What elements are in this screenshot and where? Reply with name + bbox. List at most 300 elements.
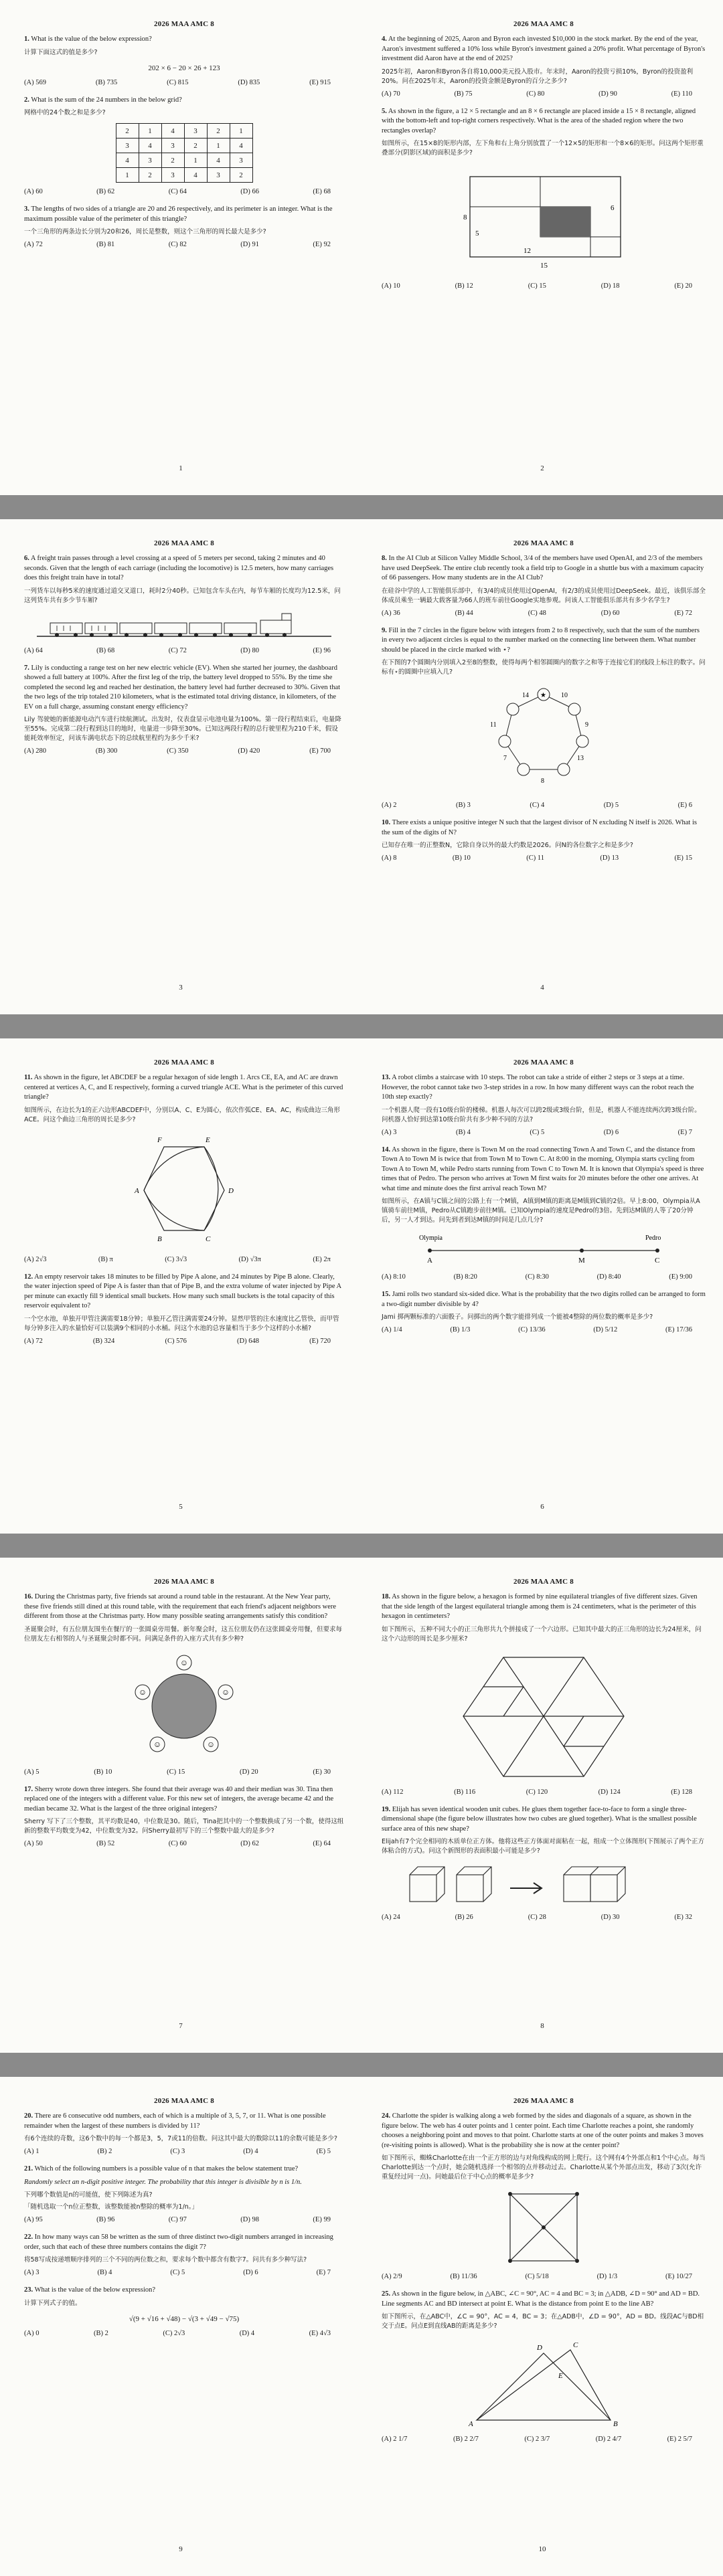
- smiley-icon: ☺: [153, 1739, 162, 1749]
- town-c-label: C: [655, 1257, 660, 1265]
- hexagon-figure: [117, 1130, 251, 1251]
- option-a[interactable]: (A) 2√3: [24, 1255, 47, 1263]
- town-m-label: M: [578, 1257, 585, 1265]
- page-9: [0, 2077, 362, 2576]
- option-e[interactable]: (E) 9:00: [669, 1273, 692, 1281]
- option-b[interactable]: (B) 26: [455, 1914, 473, 1921]
- option-e[interactable]: (E) 6: [677, 802, 692, 809]
- page-number: 5: [179, 1503, 183, 1511]
- grid-cell: 2: [116, 124, 139, 139]
- option-d[interactable]: (D) 30: [600, 1914, 620, 1921]
- q9-chinese: 在下图的7个圆圈内分别填入2至8的整数，使得每两个相邻圆圈内的数字之和等于连接它们的线段上标注的数字。问标有⋆的圆圈中应填入几?: [382, 659, 706, 676]
- question-22: 22. In how many ways can 58 be written as the sum of three distinct two-digit numbers arranged in increasing order, such that each of these three numbers contains the digit 7?: [24, 2233, 333, 2251]
- q12-chinese: 一个空水池，单独开甲管注满需要18分钟；单独开乙管注满需要24分钟。显然甲管的注水速度比乙管快，而甲管每分钟多注入的水量恰好可以装满9个相同的小水桶。问这个水池的总容量相当于多少个这样的小水桶?: [24, 1315, 339, 1332]
- option-c[interactable]: (C) 2 3/7: [524, 2435, 550, 2443]
- q22-options: [24, 2269, 344, 2276]
- q9-options: [382, 802, 706, 809]
- q19-options: [382, 1914, 706, 1921]
- grid-cell: 1: [139, 124, 161, 139]
- option-a[interactable]: (A) 95: [24, 2216, 43, 2223]
- option-d[interactable]: (D) 91: [240, 241, 259, 248]
- option-d[interactable]: (D) 124: [598, 1788, 621, 1796]
- question-13: 13. A robot climbs a staircase with 10 steps. The robot can take a stride of either 2 steps or 3 steps at a time. However, the robot cannot take two 3-step strides in a row. In how many different ways can the robot reach the 10th step exactly?: [382, 1074, 694, 1101]
- option-a[interactable]: (A) 8:10: [382, 1273, 406, 1281]
- question-24: 24. Charlotte the spider is walking along a web formed by the sides and diagonals of a square, as shown in the figure below. The web has 4 outer points and 1 center point. Each time Charlotte reaches a point, she randomly chooses a neighboring point and moves to that point. Charlotte starts at one of the outer points and makes 3 moves (re-visiting points is allowed). What is the probability she is now at the center point?: [382, 2112, 704, 2149]
- page-header: 2026 MAA AMC 8: [513, 539, 574, 547]
- page-header: 2026 MAA AMC 8: [154, 539, 214, 547]
- town-a-label: A: [427, 1257, 432, 1265]
- vertex-label: E: [206, 1135, 210, 1144]
- option-c[interactable]: (C) 13/36: [518, 1326, 546, 1333]
- point-a-label: A: [469, 2420, 473, 2428]
- circles-figure: [470, 682, 617, 796]
- option-e[interactable]: (E) 68: [313, 188, 331, 195]
- cubes-figure: [403, 1861, 684, 1908]
- option-b[interactable]: (B) 300: [95, 747, 118, 755]
- question-19: 19. Elijah has seven identical wooden unit cubes. He glues them together face-to-face to form a single three-dimensional shape (the figure below illustrates how two cubes are glued together). What is the smallest possible surface area of this new shape?: [382, 1805, 697, 1833]
- option-d[interactable]: (D) 18: [600, 282, 620, 290]
- q3-options: [24, 241, 344, 248]
- option-a[interactable]: (A) 64: [24, 646, 43, 654]
- q18-options: [382, 1788, 706, 1796]
- option-e[interactable]: (E) 92: [313, 241, 331, 248]
- option-c[interactable]: (C) 80: [526, 90, 545, 98]
- option-a[interactable]: (A) 10: [382, 282, 400, 290]
- option-a[interactable]: (A) 50: [24, 1840, 43, 1847]
- spider-web-figure: [497, 2187, 590, 2268]
- option-b[interactable]: (B) 2: [97, 2148, 112, 2155]
- option-e[interactable]: (E) 2 5/7: [667, 2435, 692, 2443]
- option-e[interactable]: (E) 7: [677, 1128, 692, 1136]
- option-b[interactable]: (B) 1/3: [450, 1326, 471, 1333]
- q21-chinese: 下列哪个数值是n的可能值，使下列陈述为真?: [24, 2191, 153, 2199]
- question-20: 20. There are 6 consecutive odd numbers, each of which is a multiple of 3, 5, 7, or 11. What is one possible remainder when the largest of these numbers is divided by 11?: [24, 2112, 326, 2130]
- option-b[interactable]: (B) 11/36: [450, 2273, 477, 2280]
- option-c[interactable]: (C) 15: [167, 1768, 185, 1776]
- question-21: 21. Which of the following numbers is a possible value of n that makes the below statement true?: [24, 2165, 299, 2173]
- option-a[interactable]: (A) 60: [24, 188, 43, 195]
- grid-cell: 3: [207, 168, 230, 183]
- page-header: 2026 MAA AMC 8: [154, 20, 214, 28]
- rectangles-figure: [443, 163, 644, 277]
- option-e[interactable]: (E) 128: [671, 1788, 692, 1796]
- grid-cell: 4: [116, 153, 139, 168]
- q20-chinese: 有6个连续的奇数，这6个数中的每一个都是3，5，7或11的倍数。问这其中最大的数除以11的余数可能是多少?: [24, 2135, 337, 2142]
- option-c[interactable]: (C) 5/18: [525, 2273, 549, 2280]
- page-number: 8: [540, 2022, 544, 2030]
- option-c[interactable]: (C) 4: [530, 802, 545, 809]
- road-figure: [410, 1230, 677, 1268]
- q1-options: [24, 79, 344, 86]
- option-b[interactable]: (B) 116: [454, 1788, 476, 1796]
- q13-options: [382, 1129, 706, 1136]
- q5-options: [382, 282, 706, 290]
- option-a[interactable]: (A) 72: [24, 1337, 43, 1345]
- page-number: 3: [179, 984, 183, 992]
- option-a[interactable]: (A) 280: [24, 747, 46, 755]
- page-header: 2026 MAA AMC 8: [513, 2097, 574, 2105]
- page-2: [362, 0, 723, 495]
- option-b[interactable]: (B) 8:20: [453, 1273, 477, 1281]
- grid-cell: 4: [207, 153, 230, 168]
- option-b[interactable]: (B) 96: [96, 2216, 115, 2223]
- q14-chinese: 如图所示，在A镇与C镇之间的公路上有一个M镇，A镇到M镇的距离是M镇到C镇的2倍。早上8:00，Olympia从A镇骑车前往M镇，Pedro从C镇跑步前往M镇。已知Olympia的速度是Pedro的3倍。先到达M镇的人等了20分钟后，另一人才到达。问先到者到达M镇的时间是几点几分?: [382, 1198, 700, 1224]
- round-table-figure: [110, 1649, 258, 1763]
- triangle-figure: [457, 2336, 631, 2430]
- option-c[interactable]: (C) 11: [526, 854, 545, 862]
- page-number: 10: [538, 2545, 546, 2553]
- q10-chinese: 已知存在唯一的正整数N，它除自身以外的最大约数是2026。问N的各位数字之和是多少?: [382, 842, 633, 849]
- q24-options: [382, 2273, 706, 2280]
- point-b-label: B: [613, 2420, 618, 2428]
- option-b[interactable]: (B) 62: [96, 188, 115, 195]
- grid-cell: 2: [139, 168, 161, 183]
- grid-cell: 4: [230, 139, 252, 153]
- q6-options: [24, 647, 344, 654]
- option-d[interactable]: (D) 1/3: [596, 2273, 618, 2280]
- option-c[interactable]: (C) 576: [165, 1337, 187, 1345]
- page-7: [0, 1558, 362, 2053]
- vertex-label: A: [135, 1186, 139, 1195]
- page-number: 4: [540, 984, 544, 992]
- pedro-label: Pedro: [645, 1234, 661, 1242]
- option-e[interactable]: (E) 915: [309, 78, 331, 86]
- page-9-10: [0, 2077, 723, 2576]
- option-a[interactable]: (A) 1/4: [382, 1326, 402, 1333]
- option-a[interactable]: (A) 5: [24, 1768, 39, 1776]
- option-d[interactable]: (D) 5/12: [593, 1326, 618, 1333]
- point-c-label: C: [573, 2341, 578, 2349]
- page-header: 2026 MAA AMC 8: [154, 2097, 214, 2105]
- q20-options: [24, 2148, 344, 2155]
- q21-statement: Randomly select an n-digit positive integer. The probability that this integer is divisible by n is 1/n.: [24, 2178, 302, 2186]
- label-12: 12: [524, 247, 531, 255]
- question-12: 12. An empty reservoir takes 18 minutes to be filled by Pipe A alone, and 24 minutes by Pipe B alone. Clearly, the water injection speed of Pipe A is faster than that of Pipe B, and the extra volume of water injected by Pipe A per minute can exactly fill 9 identical small buckets. How many such small buckets is the total capacity of this reservoir equivalent to?: [24, 1273, 341, 1309]
- q2-options: [24, 188, 344, 195]
- page-number: 6: [540, 1503, 544, 1511]
- page-header: 2026 MAA AMC 8: [154, 1059, 214, 1067]
- option-b[interactable]: (B) 735: [95, 78, 118, 86]
- q16-options: [24, 1768, 344, 1776]
- option-a[interactable]: (A) 72: [24, 241, 43, 248]
- smiley-icon: ☺: [206, 1739, 216, 1749]
- q7-options: [24, 747, 344, 755]
- page-number: 9: [179, 2545, 183, 2553]
- q16-chinese: 圣诞聚会时，有五位朋友围坐在餐厅的一张圆桌旁用餐。新年聚会时，这五位朋友仍在这张圆桌旁用餐，但要求每位朋友左右相邻的人与圣诞聚会时都不同。问满足条件的入座方式共有多少种?: [24, 1625, 343, 1643]
- q6-chinese: 一列货车以每秒5米的速度通过道交叉道口，耗时2分40秒。已知包含车头在内，每节车厢的长度均为12.5米，问这列货车共有多少节车厢?: [24, 587, 341, 604]
- question-2: 2. What is the sum of the 24 numbers in the below grid?: [24, 96, 182, 104]
- grid-cell: 1: [230, 124, 252, 139]
- question-18: 18. As shown in the figure below, a hexagon is formed by nine equilateral triangles of five different sizes. Given that the side length of the largest equilateral triangle among them is 24 centimeters, what is the perimeter of this hexagon in centimeters?: [382, 1593, 698, 1620]
- q11-chinese: 如图所示，在边长为1的正六边形ABCDEF中，分别以A、C、E为圆心，依次作弧CE、EA、AC，构成曲边三角形ACE。问这个曲边三角形的周长是多少?: [24, 1106, 341, 1123]
- question-16: 16. During the Christmas party, five friends sat around a round table in the restaurant. At the New Year party, these five friends still dined at this round table, with the requirement that each friend's adjacent neighbors were different from those at the Christmas party. How many possible seating arrangements satisfy this condition?: [24, 1593, 337, 1620]
- point-d-label: D: [537, 2344, 542, 2352]
- option-a[interactable]: (A) 2 1/7: [382, 2435, 408, 2443]
- option-d[interactable]: (D) 90: [598, 90, 617, 98]
- q14-options: [382, 1273, 706, 1281]
- option-e[interactable]: (E) 10/27: [665, 2273, 692, 2280]
- olympia-label: Olympia: [419, 1234, 443, 1242]
- option-d[interactable]: (D) 6: [603, 1128, 619, 1136]
- option-c[interactable]: (C) 97: [168, 2216, 187, 2223]
- page-header: 2026 MAA AMC 8: [513, 1578, 574, 1586]
- option-b[interactable]: (B) 4: [97, 2269, 112, 2276]
- question-5: 5. As shown in the figure, a 12 × 5 rectangle and an 8 × 6 rectangle are placed inside a 15 × 8 rectangle, aligned with the bottom-left and top-right corners respectively. What is the area of the shaded region where the two rectangles overlap?: [382, 107, 696, 134]
- option-d[interactable]: (D) 835: [238, 78, 260, 86]
- grid-cell: 2: [207, 124, 230, 139]
- q1-expression: 202 × 6 − 20 × 26 + 123: [148, 64, 220, 72]
- option-b[interactable]: (B) 12: [455, 282, 473, 290]
- option-c[interactable]: (C) 2√3: [163, 2329, 185, 2337]
- option-a[interactable]: (A) 1: [24, 2148, 39, 2155]
- option-e[interactable]: (E) 72: [674, 609, 692, 617]
- page-4: [362, 519, 723, 1014]
- edge-label: 14: [522, 692, 529, 699]
- question-17: 17. Sherry wrote down three integers. She found that their average was 40 and their median was 30. Tina then replaced one of the integers with a different value. For this new set of integers, the average became 42 and the median became 32. What is the largest of the three original integers?: [24, 1785, 334, 1813]
- q7-chinese: Lily 驾驶她的新能源电动汽车进行续航测试。出发时，仪表盘显示电池电量为100%。第一段行程结束后，电量降至55%。完成第二段行程到达目的地时，电量进一步降至30%。已知这两段行程的总行驶里程为210千米，假设能耗效率恒定，问该车满电状态下的总续航里程约为多少千米?: [24, 716, 341, 742]
- edge-label: 10: [561, 692, 568, 699]
- option-b[interactable]: (B) 81: [96, 241, 115, 248]
- page-3: [0, 519, 362, 1014]
- grid-cell: 3: [161, 168, 184, 183]
- option-c[interactable]: (C) 5: [530, 1128, 545, 1136]
- option-d[interactable]: (D) 80: [240, 646, 259, 654]
- option-d[interactable]: (D) 648: [237, 1337, 259, 1345]
- option-e[interactable]: (E) 7: [316, 2269, 331, 2276]
- option-a[interactable]: (A) 24: [382, 1914, 400, 1921]
- option-e[interactable]: (E) 4√3: [309, 2329, 331, 2337]
- page-5-6: [0, 1038, 723, 1534]
- question-11: 11. As shown in the figure, let ABCDEF be a regular hexagon of side length 1. Arcs CE, EA, and AC are drawn centered at vertices A, C, and E respectively, forming a curved triangle ACE. What is the perimeter of this curved triangle?: [24, 1074, 343, 1101]
- smiley-icon: ☺: [179, 1657, 189, 1667]
- label-15: 15: [540, 262, 548, 270]
- page-number: 2: [540, 464, 544, 472]
- option-e[interactable]: (E) 2π: [313, 1255, 331, 1263]
- question-1: 1. What is the value of the below expression?: [24, 35, 152, 43]
- option-e[interactable]: (E) 720: [309, 1337, 331, 1345]
- grid-cell: 1: [116, 168, 139, 183]
- q17-chinese: Sherry 写下了三个整数，其平均数是40，中位数是30。随后，Tina把其中的一个整数换成了另一个数，使得这组新的整数平均数变为42，中位数变为32。问Sherry最初写下的三个整数中最大的是多少?: [24, 1818, 344, 1835]
- option-a[interactable]: (A) 112: [382, 1788, 404, 1796]
- page-7-8: [0, 1558, 723, 2053]
- point-e-label: E: [558, 2372, 563, 2380]
- option-a[interactable]: (A) 36: [382, 609, 400, 617]
- option-c[interactable]: (C) 3: [170, 2148, 185, 2155]
- option-b[interactable]: (B) 2: [93, 2329, 108, 2337]
- label-8: 8: [463, 213, 467, 221]
- option-d[interactable]: (D) 20: [239, 1768, 258, 1776]
- option-b[interactable]: (B) 52: [96, 1840, 115, 1847]
- q23-expression: √(9 + √16 + √48) − √(3 + √49 − √75): [129, 2314, 240, 2323]
- page-header: 2026 MAA AMC 8: [513, 1059, 574, 1067]
- grid-cell: 3: [139, 153, 161, 168]
- option-d[interactable]: (D) 62: [240, 1840, 259, 1847]
- q8-chinese: 在硅谷中学的人工智能俱乐部中，有3/4的成员使用过OpenAI，有2/3的成员使用过DeepSeek。最近，该俱乐部全体成员乘坐一辆最大载客量为66人的班车前往Google实地参观。问该人工智能俱乐部共有多少名学生?: [382, 587, 706, 604]
- page-1: [0, 0, 362, 495]
- option-a[interactable]: (A) 569: [24, 78, 46, 86]
- option-e[interactable]: (E) 15: [674, 854, 692, 862]
- option-a[interactable]: (A) 0: [24, 2329, 39, 2337]
- option-a[interactable]: (A) 2: [382, 802, 397, 809]
- grid-cell: 2: [230, 168, 252, 183]
- option-e[interactable]: (E) 700: [309, 747, 331, 755]
- vertex-label: F: [157, 1135, 162, 1144]
- question-6: 6. A freight train passes through a level crossing at a speed of 5 meters per second, taking 2 minutes and 40 seconds. Given that the length of each carriage (including the locomotive) is 12.5 meters, how many carriages does this freight train have in total?: [24, 555, 334, 581]
- option-d[interactable]: (D) 2 4/7: [595, 2435, 622, 2443]
- page-header: 2026 MAA AMC 8: [154, 1578, 214, 1586]
- option-c[interactable]: (C) 815: [167, 78, 189, 86]
- star-icon: ★: [540, 692, 546, 699]
- q8-options: [382, 610, 706, 617]
- page-5: [0, 1038, 362, 1534]
- edge-label: 8: [541, 777, 544, 785]
- q23-chinese: 计算下列式子的值。: [24, 2299, 82, 2307]
- option-d[interactable]: (D) 4: [239, 2329, 255, 2337]
- option-e[interactable]: (E) 32: [674, 1914, 692, 1921]
- page-8: [362, 1558, 723, 2053]
- q1-chinese: 计算下面这式的值是多少?: [24, 48, 98, 56]
- option-b[interactable]: (B) 10: [452, 854, 471, 862]
- option-e[interactable]: (E) 20: [674, 282, 692, 290]
- option-c[interactable]: (C) 8:30: [525, 1273, 549, 1281]
- vertex-label: C: [206, 1234, 211, 1243]
- question-4: 4. At the beginning of 2025, Aaron and Byron each invested $10,000 in the stock market. By the end of the year, Aaron's investment suffered a 10% loss while Byron's investment gained a 20% profit. What percentage of Byron's investment did Aaron have at the end of 2025?: [382, 35, 706, 62]
- arrow-icon: [510, 1883, 542, 1894]
- option-b[interactable]: (B) 68: [96, 646, 115, 654]
- option-e[interactable]: (E) 5: [316, 2148, 331, 2155]
- page-3-4: [0, 519, 723, 1014]
- vertex-label: D: [228, 1186, 234, 1195]
- q18-chinese: 如下图所示，五种不同大小的正三角形共九个拼接成了一个六边形。已知其中最大的正三角形的边长为24厘米，问这个六边形的周长是多少厘米?: [382, 1625, 702, 1643]
- option-b[interactable]: (B) 3: [455, 802, 471, 809]
- option-c[interactable]: (C) 64: [168, 188, 187, 195]
- option-c[interactable]: (C) 350: [167, 747, 189, 755]
- option-b[interactable]: (B) 75: [454, 90, 473, 98]
- option-e[interactable]: (E) 30: [313, 1768, 331, 1776]
- option-e[interactable]: (E) 17/36: [665, 1326, 692, 1333]
- q15-options: [382, 1326, 706, 1333]
- question-10: 10. There exists a unique positive integer N such that the largest divisor of N excluding N itself is 2026. What is the sum of the digits of N?: [382, 819, 697, 836]
- option-b[interactable]: (B) 4: [455, 1128, 471, 1136]
- option-c[interactable]: (C) 82: [168, 241, 187, 248]
- q4-chinese: 2025年初，Aaron和Byron各自将10,000美元投入股市。年末时，Aaron的投资亏损10%，Byron的投资盈利20%。问在2025年末，Aaron的投资金额是Byron的百分之多少?: [382, 68, 694, 85]
- grid-cell: 1: [207, 139, 230, 153]
- option-d[interactable]: (D) 420: [238, 747, 260, 755]
- option-d[interactable]: (D) 98: [240, 2216, 259, 2223]
- option-a[interactable]: (A) 3: [382, 1128, 397, 1136]
- option-d[interactable]: (D) 66: [240, 188, 259, 195]
- option-c[interactable]: (C) 72: [168, 646, 187, 654]
- option-d[interactable]: (D) 60: [600, 609, 620, 617]
- option-a[interactable]: (A) 2/9: [382, 2273, 402, 2280]
- option-a[interactable]: (A) 8: [382, 854, 397, 862]
- question-14: 14. As shown in the figure, there is Town M on the road connecting Town A and Town C, and the distance from Town A to Town M is twice that from Town M to Town C. At 8:00 in the morning, Olympia starts cycling from Town A to Town M, while Pedro starts running from Town C to Town M. It is known that Olympia's speed is three times that of Pedro. The person who arrives at Town M first waits for 20 minutes before the other one arrives. At what time and minute does the first arrival reach Town M?: [382, 1145, 704, 1192]
- option-a[interactable]: (A) 3: [24, 2269, 39, 2276]
- q12-options: [24, 1338, 344, 1345]
- q19-chinese: Elijah有7个完全相同的木质单位正方体。他将这些正方体面对面粘在一起，组成一个立体图形(下图展示了两个正方体粘合的方式)。问这个新图形的表面积最小可能是多少?: [382, 1838, 705, 1855]
- q22-chinese: 将58写成按递增顺序排列的三个不同的两位数之和，要求每个数中都含有数字7。问共有多少种写法?: [24, 2256, 307, 2264]
- option-c[interactable]: (C) 60: [168, 1840, 187, 1847]
- hexagon-triangles-figure: [457, 1649, 631, 1783]
- option-d[interactable]: (D) 6: [243, 2269, 258, 2276]
- option-b[interactable]: (B) 2 2/7: [453, 2435, 479, 2443]
- number-grid: [116, 123, 253, 183]
- question-7: 7. Lily is conducting a range test on her new electric vehicle (EV). When she started her journey, the dashboard showed a full battery at 100%. After the first leg of the trip, the battery level dropped to 55%. By the time she completed the second leg and reached her destination, the battery level had further decreased to 30%. Given that the two legs of the trip totaled 210 kilometers, what is the estimated total driving distance, in kilometers, of the EV on a full charge, assuming constant energy efficiency?: [24, 664, 341, 711]
- option-d[interactable]: (D) 8:40: [596, 1273, 621, 1281]
- q25-options: [382, 2435, 706, 2443]
- q13-chinese: 一个机器人爬一段有10级台阶的楼梯。机器人每次可以跨2级或3级台阶，但是，机器人不能连续两次跨3级台阶。问机器人恰好到达第10级台阶共有多少种不同的方法?: [382, 1106, 701, 1123]
- grid-cell: 3: [230, 153, 252, 168]
- option-c[interactable]: (C) 3√3: [165, 1255, 187, 1263]
- option-c[interactable]: (C) 5: [170, 2269, 185, 2276]
- q21-options: [24, 2216, 344, 2223]
- q25-chinese: 如下图所示，在△ABC中，∠C = 90°，AC = 4，BC = 3；在△ADB中，∠D = 90°，AD = BD。线段AC与BD相交于点E。问点E到直线AB的距离是多少?: [382, 2313, 704, 2330]
- q15-chinese: Jami 掷两颗标准的六面骰子。问掷出的两个数字能排列成一个能被4整除的两位数的概率是多少?: [382, 1313, 653, 1321]
- option-e[interactable]: (E) 110: [671, 90, 692, 98]
- grid-cell: 2: [161, 153, 184, 168]
- option-c[interactable]: (C) 28: [528, 1914, 546, 1921]
- q5-chinese: 如图所示，在15×8的矩形内部，左下角和右上角分别放置了一个12×5的矩形和一个8×6的矩形。问这两个矩形重叠部分(阴影区域)的面积是多少?: [382, 140, 704, 157]
- option-d[interactable]: (D) 13: [600, 854, 619, 862]
- q11-options: [24, 1256, 344, 1263]
- option-c[interactable]: (C) 15: [528, 282, 546, 290]
- page-number: 1: [179, 464, 183, 472]
- option-b[interactable]: (B) π: [98, 1255, 113, 1263]
- grid-cell: 3: [161, 139, 184, 153]
- q17-options: [24, 1840, 344, 1847]
- option-e[interactable]: (E) 64: [313, 1840, 331, 1847]
- q3-chinese: 一个三角形的两条边长分别为20和26，周长是整数，则这个三角形的周长最大是多少?: [24, 228, 266, 236]
- q24-chinese: 如下图所示，蜘蛛Charlotte在由一个正方形的边与对角线构成的网上爬行。这个网有4个外部点和1个中心点。每当Charlotte到达一个点时，她会随机选择一个相邻的点并移动过去。Charlotte从某个外部点出发，移动了3次(允许重复经过同一点)。问她最后位于中心点的概率是多少?: [382, 2154, 706, 2181]
- edge-label: 13: [577, 755, 584, 762]
- page-6: [362, 1038, 723, 1534]
- option-c[interactable]: (C) 120: [526, 1788, 548, 1796]
- option-d[interactable]: (D) 5: [603, 802, 619, 809]
- q23-options: [24, 2330, 344, 2337]
- option-d[interactable]: (D) 4: [243, 2148, 258, 2155]
- option-b[interactable]: (B) 324: [92, 1337, 115, 1345]
- option-a[interactable]: (A) 70: [382, 90, 400, 98]
- label-5: 5: [475, 229, 479, 238]
- question-25: 25. As shown in the figure below, in △ABC, ∠C = 90°, AC = 4 and BC = 3; in △ADB, ∠D = 90° and AD = BD. Line segments AC and BD intersect at point E. What is the distance from point E to the line AB?: [382, 2290, 700, 2308]
- option-d[interactable]: (D) √3π: [238, 1255, 261, 1263]
- option-c[interactable]: (C) 48: [528, 609, 546, 617]
- q21-statement-chinese: 「随机选取一个n位正整数，该整数能被n整除的概率为1/n。」: [24, 2203, 199, 2211]
- q10-options: [382, 854, 706, 862]
- option-b[interactable]: (B) 10: [94, 1768, 112, 1776]
- question-9: 9. Fill in the 7 circles in the figure below with integers from 2 to 8 respectively, such that the sum of the numbers in every two adjacent circles is equal to the number marked on the connecting line between them. What number should be placed in the circle marked with ⋆?: [382, 626, 700, 654]
- grid-cell: 4: [139, 139, 161, 153]
- smiley-icon: ☺: [221, 1687, 230, 1697]
- grid-cell: 1: [184, 153, 207, 168]
- label-6: 6: [611, 204, 615, 212]
- grid-cell: 3: [184, 124, 207, 139]
- page-number: 7: [179, 2022, 183, 2030]
- grid-cell: 4: [184, 168, 207, 183]
- question-23: 23. What is the value of the below expression?: [24, 2286, 156, 2294]
- option-e[interactable]: (E) 96: [313, 646, 331, 654]
- option-b[interactable]: (B) 44: [455, 609, 473, 617]
- edge-label: 7: [503, 755, 507, 762]
- q2-chinese: 网格中的24个数之和是多少?: [24, 109, 106, 116]
- page-1-2: [0, 0, 723, 495]
- smiley-icon: ☺: [138, 1687, 147, 1697]
- train-figure: [37, 611, 331, 642]
- page-header: 2026 MAA AMC 8: [513, 20, 574, 28]
- option-e[interactable]: (E) 99: [313, 2216, 331, 2223]
- question-3: 3. The lengths of two sides of a triangle are 20 and 26 respectively, and its perimeter is an integer. What is the maximum possible value of the perimeter of this triangle?: [24, 205, 333, 223]
- q4-options: [382, 90, 706, 98]
